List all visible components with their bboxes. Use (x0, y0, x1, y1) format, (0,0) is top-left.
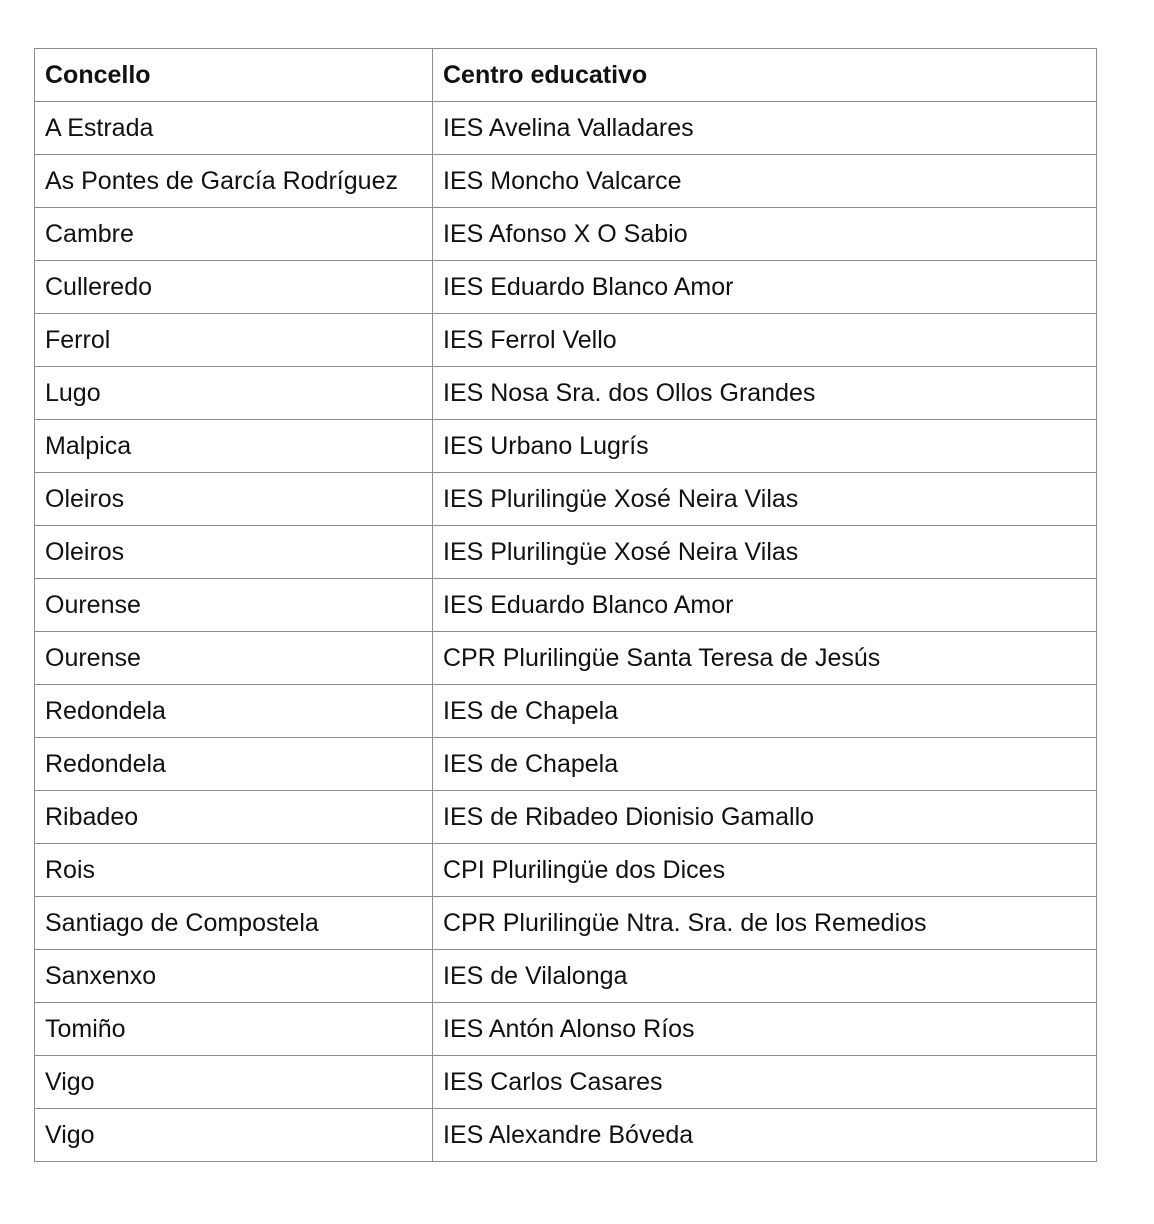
table-row (35, 791, 1097, 844)
cell-centro-educativo: CPR Plurilingüe Ntra. Sra. de los Remedios (433, 897, 1097, 950)
table-row (35, 314, 1097, 367)
cell-centro-educativo: IES Eduardo Blanco Amor (433, 261, 1097, 314)
cell-concello: Lugo (35, 367, 433, 420)
cell-centro-educativo: CPI Plurilingüe dos Dices (433, 844, 1097, 897)
cell-centro-educativo: IES Plurilingüe Xosé Neira Vilas (433, 473, 1097, 526)
table-row (35, 473, 1097, 526)
cell-centro-educativo: IES Antón Alonso Ríos (433, 1003, 1097, 1056)
cell-centro-educativo: IES de Chapela (433, 738, 1097, 791)
cell-concello: Ribadeo (35, 791, 433, 844)
cell-concello: Oleiros (35, 473, 433, 526)
table-body (35, 102, 1097, 1162)
cell-centro-educativo: IES Nosa Sra. dos Ollos Grandes (433, 367, 1097, 420)
table-row (35, 526, 1097, 579)
table-header (35, 49, 1097, 102)
table-row (35, 579, 1097, 632)
cell-concello: Vigo (35, 1109, 433, 1162)
cell-concello: Ferrol (35, 314, 433, 367)
cell-concello: Rois (35, 844, 433, 897)
table-row (35, 632, 1097, 685)
table-row (35, 208, 1097, 261)
cell-concello: Redondela (35, 738, 433, 791)
cell-concello: Sanxenxo (35, 950, 433, 1003)
table-row (35, 261, 1097, 314)
table-row (35, 1109, 1097, 1162)
cell-concello: Culleredo (35, 261, 433, 314)
cell-concello: Oleiros (35, 526, 433, 579)
cell-centro-educativo: IES Carlos Casares (433, 1056, 1097, 1109)
column-header-concello: Concello (35, 49, 433, 102)
cell-centro-educativo: IES Moncho Valcarce (433, 155, 1097, 208)
table-row (35, 897, 1097, 950)
cell-centro-educativo: IES de Chapela (433, 685, 1097, 738)
table-row (35, 738, 1097, 791)
cell-concello: Santiago de Compostela (35, 897, 433, 950)
cell-centro-educativo: IES Avelina Valladares (433, 102, 1097, 155)
table-row (35, 1056, 1097, 1109)
cell-concello: Ourense (35, 579, 433, 632)
cell-concello: Redondela (35, 685, 433, 738)
cell-centro-educativo: IES Urbano Lugrís (433, 420, 1097, 473)
cell-concello: A Estrada (35, 102, 433, 155)
table-row (35, 155, 1097, 208)
cell-concello: Tomiño (35, 1003, 433, 1056)
table-row (35, 685, 1097, 738)
cell-concello: Ourense (35, 632, 433, 685)
table-row (35, 367, 1097, 420)
cell-centro-educativo: IES Eduardo Blanco Amor (433, 579, 1097, 632)
cell-centro-educativo: IES Afonso X O Sabio (433, 208, 1097, 261)
cell-centro-educativo: CPR Plurilingüe Santa Teresa de Jesús (433, 632, 1097, 685)
table-row (35, 1003, 1097, 1056)
table-row (35, 844, 1097, 897)
table-row (35, 950, 1097, 1003)
schools-table (34, 48, 1097, 1162)
cell-centro-educativo: IES de Vilalonga (433, 950, 1097, 1003)
header-row (35, 49, 1097, 102)
cell-centro-educativo: IES de Ribadeo Dionisio Gamallo (433, 791, 1097, 844)
cell-concello: Cambre (35, 208, 433, 261)
cell-concello: As Pontes de García Rodríguez (35, 155, 433, 208)
cell-concello: Vigo (35, 1056, 433, 1109)
cell-centro-educativo: IES Ferrol Vello (433, 314, 1097, 367)
column-header-centro-educativo: Centro educativo (433, 49, 1097, 102)
table-row (35, 102, 1097, 155)
cell-centro-educativo: IES Plurilingüe Xosé Neira Vilas (433, 526, 1097, 579)
cell-concello: Malpica (35, 420, 433, 473)
cell-centro-educativo: IES Alexandre Bóveda (433, 1109, 1097, 1162)
table-row (35, 420, 1097, 473)
